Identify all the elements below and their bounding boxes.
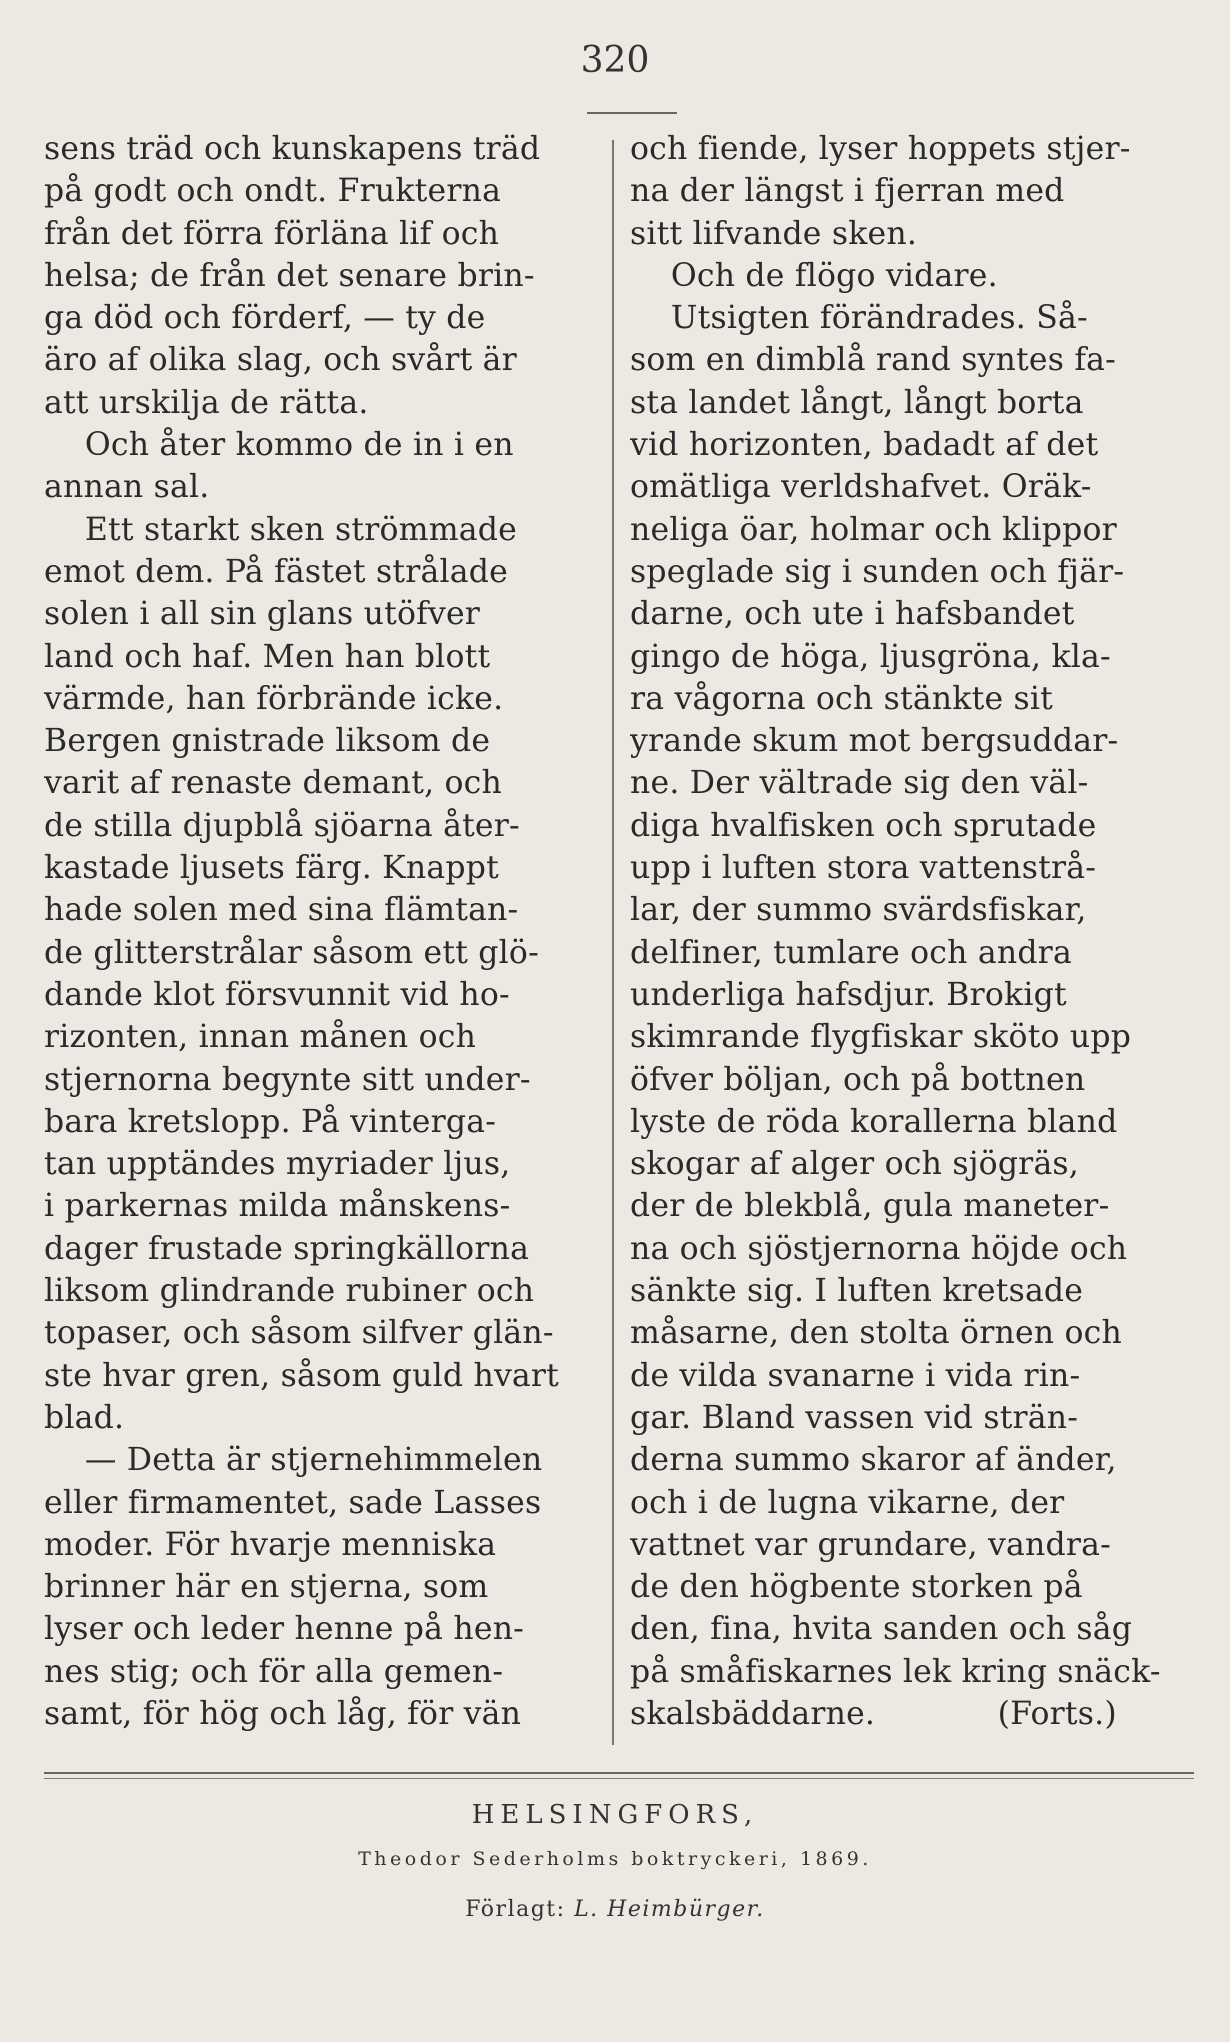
text-line: Och åter kommo de in i en <box>44 427 514 464</box>
text-line: gar. Bland vassen vid strän- <box>630 1399 1079 1436</box>
text-line: på småfiskarnes lek kring snäck- <box>630 1653 1161 1690</box>
imprint-city: HELSINGFORS, <box>471 1800 759 1830</box>
text-line: gingo de höga, ljusgröna, kla- <box>630 638 1111 675</box>
text-line: dager frustade springkällorna <box>44 1230 530 1267</box>
footer-rule-thin <box>44 1778 1194 1779</box>
text-line: underliga hafsdjur. Brokigt <box>630 976 1067 1013</box>
text-line: i parkernas milda månskens- <box>44 1188 511 1225</box>
text-line: stjernorna begynte sitt under- <box>44 1061 531 1098</box>
text-line: hade solen med sina flämtan- <box>44 892 519 929</box>
text-line: helsa; de från det senare brin- <box>44 257 535 294</box>
column-divider <box>612 140 614 1745</box>
publisher-label: Förlagt: <box>465 1897 566 1922</box>
publisher-name: L. Heimbürger. <box>574 1897 765 1922</box>
text-line: kastade ljusets färg. Knappt <box>44 850 499 887</box>
right-column <box>630 128 1194 1735</box>
text-line: sitt lifvande sken. <box>630 215 918 252</box>
text-line: ne. Der vältrade sig den väl- <box>630 765 1089 802</box>
text-line: Ett starkt sken strömmade <box>44 511 517 548</box>
text-line: ra vågorna och stänkte sit <box>630 680 1053 717</box>
text-line: och fiende, lyser hoppets stjer- <box>630 131 1131 167</box>
text-line: yrande skum mot bergsuddar- <box>630 723 1119 760</box>
text-line: rizonten, innan månen och <box>44 1019 477 1056</box>
text-line: öfver böljan, och på bottnen <box>630 1061 1086 1098</box>
text-line: samt, för hög och låg, för vän <box>44 1695 522 1732</box>
text-line: varit af renaste demant, och <box>44 765 502 802</box>
text-line: tan upptändes myriader ljus, <box>44 1146 511 1183</box>
header-rule <box>587 112 677 114</box>
text-line: ga död och förderf, — ty de <box>44 300 486 337</box>
text-line: skalsbäddarne. (Forts.) <box>630 1695 1117 1732</box>
text-line: ste hvar gren, såsom guld hvart <box>44 1357 560 1394</box>
text-line: de glitterstrålar såsom ett glö- <box>44 934 539 971</box>
text-line: nes stig; och för alla gemen- <box>44 1653 504 1690</box>
text-line: na och sjöstjernorna höjde och <box>630 1230 1128 1267</box>
text-line: lyser och leder henne på hen- <box>44 1611 525 1648</box>
text-line: på godt och ondt. Frukterna <box>44 173 502 210</box>
footer-rule-thick <box>44 1772 1194 1774</box>
text-line: sens träd och kunskapens träd <box>44 131 541 167</box>
text-line: värmde, han förbrände icke. <box>44 680 504 717</box>
text-line: solen i all sin glans utöfver <box>44 596 481 633</box>
text-line: sta landet långt, långt borta <box>630 384 1084 421</box>
text-line: — Detta är stjernehimmelen <box>44 1442 543 1479</box>
text-line: blad. <box>44 1399 125 1436</box>
text-line: brinner här en stjerna, som <box>44 1569 489 1606</box>
text-line: Bergen gnistrade liksom de <box>44 723 491 760</box>
text-line: upp i luften stora vattenstrå- <box>630 850 1097 887</box>
text-line: skogar af alger och sjögräs, <box>630 1146 1079 1183</box>
text-line: äro af olika slag, och svårt är <box>44 342 517 379</box>
imprint-printer: Theodor Sederholms boktryckeri, 1869. <box>358 1848 872 1870</box>
imprint-publisher <box>0 1897 1230 1922</box>
text-line: lar, der summo svärdsfiskar, <box>630 892 1087 929</box>
text-line: topaser, och såsom silfver glän- <box>44 1315 554 1352</box>
text-line: de den högbente storken på <box>630 1569 1083 1606</box>
text-line: skimrande flygfiskar sköto upp <box>630 1019 1132 1056</box>
text-line: delfiner, tumlare och andra <box>630 934 1072 971</box>
text-line: och i de lugna vikarne, der <box>630 1484 1065 1521</box>
text-line: neliga öar, holmar och klippor <box>630 511 1117 548</box>
text-line: bara kretslopp. På vinterga- <box>44 1103 497 1140</box>
text-line: darne, och ute i hafsbandet <box>630 596 1075 633</box>
text-line: från det förra förläna lif och <box>44 215 500 252</box>
text-line: sänkte sig. I luften kretsade <box>630 1273 1084 1310</box>
text-line: att urskilja de rätta. <box>44 384 369 421</box>
text-line: land och haf. Men han blott <box>44 638 491 675</box>
text-line: som en dimblå rand syntes fa- <box>630 342 1117 379</box>
text-line: emot dem. På fästet strålade <box>44 553 508 590</box>
text-line: na der längst i fjerran med <box>630 173 1065 210</box>
text-line: liksom glindrande rubiner och <box>44 1273 535 1310</box>
text-line: annan sal. <box>44 469 210 506</box>
text-line: diga hvalfisken och sprutade <box>630 807 1097 844</box>
text-line: de stilla djupblå sjöarna åter- <box>44 807 520 844</box>
text-line: eller firmamentet, sade Lasses <box>44 1484 542 1521</box>
text-line: Och de flögo vidare. <box>630 257 998 294</box>
text-line: de vilda svanarne i vida rin- <box>630 1357 1081 1394</box>
left-column <box>44 128 608 1735</box>
text-line: moder. För hvarje menniska <box>44 1526 497 1563</box>
text-line: vattnet var grundare, vandra- <box>630 1526 1111 1563</box>
text-line: dande klot försvunnit vid ho- <box>44 976 510 1013</box>
page-number: 320 <box>580 40 650 81</box>
text-line: den, fina, hvita sanden och såg <box>630 1611 1133 1648</box>
text-line: derna summo skaror af änder, <box>630 1442 1117 1479</box>
text-line: omätliga verldshafvet. Oräk- <box>630 469 1092 506</box>
text-line: Utsigten förändrades. Så- <box>630 300 1088 337</box>
text-line: speglade sig i sunden och fjär- <box>630 553 1125 590</box>
text-line: lyste de röda korallerna bland <box>630 1103 1118 1140</box>
text-line: der de blekblå, gula maneter- <box>630 1188 1110 1225</box>
text-line: vid horizonten, badadt af det <box>630 427 1099 464</box>
text-line: måsarne, den stolta örnen och <box>630 1315 1122 1352</box>
